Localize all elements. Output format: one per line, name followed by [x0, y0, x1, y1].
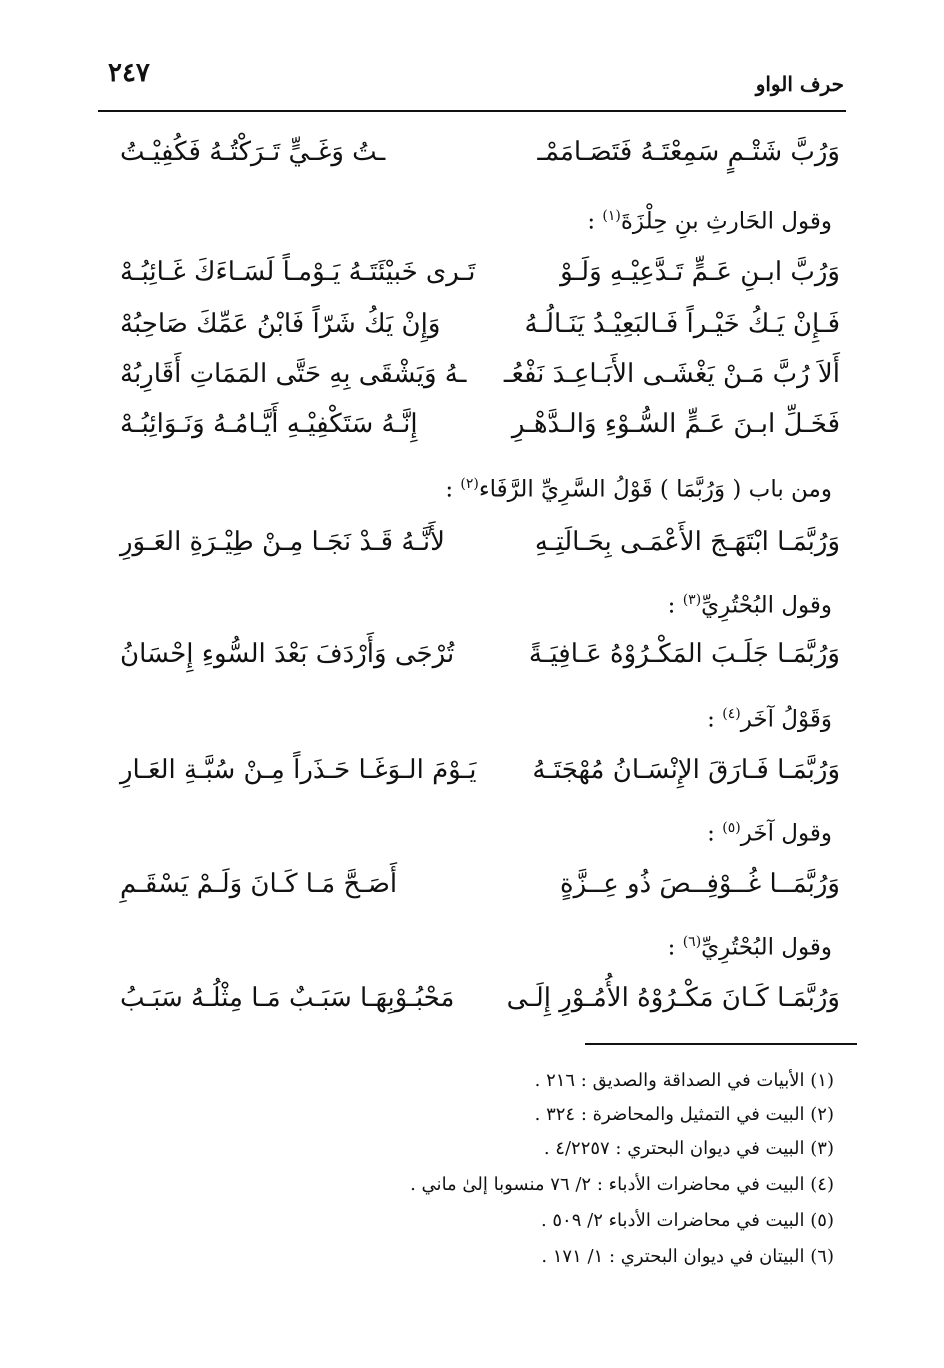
footnote: (٢) البيت في التمثيل والمحاضرة : ٣٢٤ . — [534, 1104, 834, 1125]
verse-first-hemistich: فَخَـلِّ ابـنَ عَـمٍّ السُّـوْءِ وَالـدَّهْـرِ — [511, 409, 840, 439]
verse-second-hemistich: مَحْبُـوْبِهَـا سَبَـبٌ مَـا مِثْلُـهُ سَبَـبُ — [120, 983, 455, 1013]
footnote: (٥) البيت في محاضرات الأدباء ٢/ ٥٠٩ . — [540, 1210, 834, 1231]
verse-second-hemistich: تَـرى خَبيْئَتَـهُ يَـوْمـاً لَسَـاءَكَ غَـائِبُـهْ — [120, 257, 476, 287]
intro-colon: : — [587, 208, 603, 235]
footnote-mark: (٥) — [722, 820, 741, 836]
verse-second-hemistich: وَإِنْ يَكُ شَرّاً فَابْنُ عَمِّكَ صَاحِبُهْ — [120, 309, 441, 339]
verse — [120, 976, 840, 1020]
verse — [120, 748, 840, 792]
footnote: (٤) البيت في محاضرات الأدباء : ٢/ ٧٦ منسوبا إلىٰ ماني . — [410, 1174, 834, 1195]
verse-first-hemistich: أَلاَ رُبَّ مَـنْ يَغْشَـى الأَبَـاعِـدَ نَفْعُـ — [503, 359, 840, 389]
verse-first-hemistich: وَرُبَّمَـا كَـانَ مَكْـرُوْهُ الأُمُـوْرِ إِلَـى — [506, 983, 840, 1013]
header-rule — [98, 110, 846, 112]
verse-first-hemistich: وَرُبَّ شَتْـمٍ سَمِعْتَـهُ فَتَصَـامَمْـ — [537, 137, 840, 167]
intro-text: ومن باب ( وَرُبَّمَا ) قَوْلُ السَّرِيِّ الرَّفَاء — [478, 476, 832, 503]
verse-second-hemistich: يَـوْمَ الـوَغَـا حَـذَراً مِـنْ سُبَّـةِ العَـارِ — [120, 755, 477, 785]
verse — [120, 402, 840, 446]
intro-text: وقول البُحْتُرِيِّ — [701, 592, 832, 619]
footnote-mark: (١) — [602, 208, 621, 224]
verse-second-hemistich: ـتُ وَغَـيٍّ تَـرَكْتُـهُ فَكُفِيْـتُ — [120, 137, 386, 167]
intro-text: وقول الحَارثِ بنِ حِلْزَةَ — [620, 208, 832, 235]
verse — [120, 520, 840, 564]
verse-intro — [668, 924, 832, 966]
verse-intro — [445, 466, 832, 508]
intro-text: وَقَوْلُ آخَر — [740, 706, 832, 733]
verse-first-hemistich: فَـإِنْ يَـكُ خَيْـراً فَـالبَعِيْـدُ يَنَـالُـهُ — [524, 309, 840, 339]
running-head: حرف الواو — [755, 72, 844, 96]
verse-intro — [707, 696, 832, 738]
footnote-mark: (٦) — [682, 934, 702, 950]
verse — [120, 632, 840, 676]
footnote-mark: (٢) — [460, 476, 479, 492]
verse-first-hemistich: وَرُبَّ ابـنِ عَـمٍّ تَـدَّعِيْـهِ وَلَـوْ — [560, 257, 840, 287]
intro-text: وقول آخَر — [740, 820, 832, 847]
verse-second-hemistich: أَصَـحَّ مَـا كَـانَ وَلَـمْ يَسْقَـمِ — [120, 869, 398, 899]
verse-intro — [587, 198, 832, 240]
verse — [120, 302, 840, 346]
footnote-mark: (٤) — [722, 706, 741, 722]
verse-second-hemistich: لأَنَّـهُ قَـدْ نَجَـا مِـنْ طِيْـرَةِ العَـوَرِ — [120, 527, 445, 557]
verse-intro — [668, 582, 832, 624]
intro-colon: : — [667, 592, 683, 619]
verse — [120, 862, 840, 906]
footnote-mark: (٣) — [682, 592, 702, 608]
verse-first-hemistich: وَرُبَّمَـا جَلَـبَ المَكْـرُوْهُ عَـافِيَـةً — [528, 639, 840, 669]
verse-second-hemistich: تُرْجَى وَأَرْدَفَ بَعْدَ السُّوءِ إِحْسَانُ — [120, 639, 455, 669]
verse-first-hemistich: وَرُبَّمَـا ابْتَهَـجَ الأَعْمَـى بِحَـالَتِـهِ — [534, 527, 840, 557]
footnote: (٣) البيت في ديوان البحتري : ٤/٢٢٥٧ . — [543, 1138, 834, 1159]
verse-first-hemistich: وَرُبَّمَــا غُــوْفِــصَ ذُو عِــزَّةٍ — [560, 869, 840, 899]
page-number: ٢٤٧ — [108, 58, 150, 88]
intro-text: وقول البُحْتُرِيِّ — [701, 934, 832, 961]
intro-colon: : — [445, 476, 461, 503]
footnote: (١) الأبيات في الصداقة والصديق : ٢١٦ . — [534, 1070, 834, 1091]
verse-intro — [707, 810, 832, 852]
verse — [120, 250, 840, 294]
verse-second-hemistich: إِنَّـهُ سَتَكْفِيْـهِ أَيَّـامُـهُ وَنَـوَائِبُـهْ — [120, 409, 418, 439]
footnote-rule — [585, 1043, 857, 1045]
verse — [120, 130, 840, 174]
intro-colon: : — [707, 820, 723, 847]
intro-colon: : — [707, 706, 723, 733]
intro-colon: : — [667, 934, 683, 961]
footnote: (٦) البيتان في ديوان البحتري : ١/ ١٧١ . — [541, 1246, 834, 1267]
verse-first-hemistich: وَرُبَّمَـا فَـارَقَ الإِنْسَـانُ مُهْجَتَـهُ — [532, 755, 840, 785]
verse-second-hemistich: ـهُ وَيَشْقَى بِهِ حَتَّى المَمَاتِ أَقَارِبُهْ — [120, 359, 467, 389]
verse — [120, 352, 840, 396]
